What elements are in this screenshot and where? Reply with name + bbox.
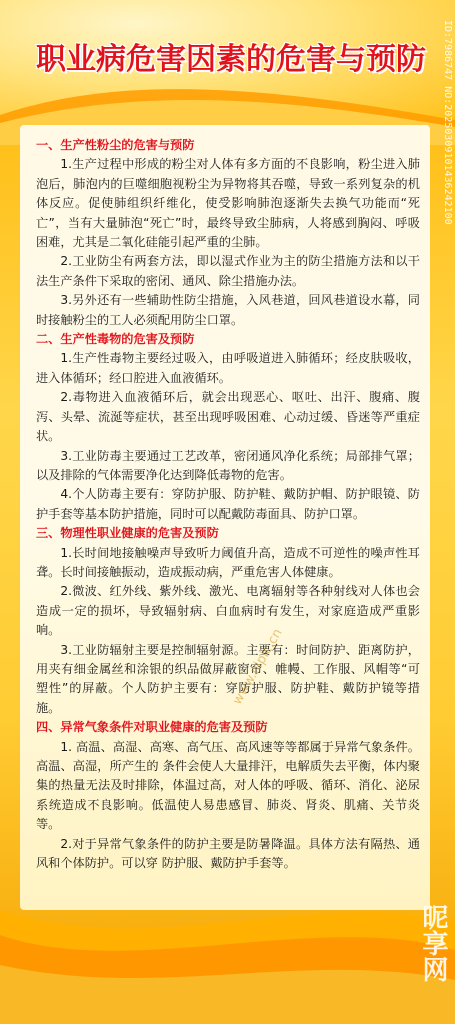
section-paragraph: 1.长时间地接触噪声导致听力阈值升高，造成不可逆性的噪声性耳聋。长时间接触振动，造成振动病，严重危害人体健康。	[36, 545, 420, 579]
page-title: 职业病危害因素的危害与预防	[36, 42, 426, 77]
content-body	[36, 136, 420, 873]
bottom-wave-decoration	[0, 880, 455, 1024]
site-logo-watermark: 昵享网	[418, 904, 448, 982]
section-paragraph: 2.工业防尘有两套方法，即以湿式作业为主的防尘措施方法和以干法生产条件下采取的密闭、通风、除尘措施办法。	[36, 254, 420, 288]
section-paragraph: 1.生产过程中形成的粉尘对人体有多方面的不良影响，粉尘进入肺泡后，肺泡内的巨噬细胞视粉尘为异物将其吞噬，导致一系列复杂的机体反应。促使肺组织纤维化，使受影响肺泡逐渐失去换气功能而“死亡”，当有大量肺泡“死亡”时，最终导致尘肺病，人将感到胸闷、呼吸困难，尤其是二氧化硅能引起严重的尘肺。	[36, 157, 420, 250]
section-paragraph: 1. 高温、高湿、高寒、高气压、高风速等等都属于异常气象条件。高温、高湿，所产生的 条件会使人大量排汗，电解质失去平衡，体内聚集的热量无法及时排除，体温过高，对人体的呼吸、循环、消化、泌尿系统造成不良影响。低温使人易患感冒、肺炎、肾炎、肌痛、关节炎等。	[36, 739, 420, 832]
section-paragraph: 3.另外还有一些辅助性防尘措施，入风巷道，回风巷道设水幕，同时接触粉尘的工人必须配用防尘口罩。	[36, 293, 420, 327]
section	[36, 136, 420, 330]
site-url-watermark: www.nipic.cn	[230, 626, 286, 708]
section	[36, 524, 420, 718]
section-paragraph: 2.微波、红外线、紫外线、激光、电离辐射等各种射线对人体也会造成一定的损坏，导致辐射病、白血病时有发生，对家庭造成严重影响。	[36, 584, 420, 638]
section-heading: 一、生产性粉尘的危害与预防	[36, 138, 195, 152]
image-id-watermark: ID:7986747 NO:20250309101436242100	[442, 20, 453, 225]
section-paragraph: 4.个人防毒主要有：穿防护服、防护鞋、戴防护帽、防护眼镜、防护手套等基本防护措施，同时可以配戴防毒面具、防护口罩。	[36, 487, 420, 521]
section-paragraph: 1.生产性毒物主要经过吸入，由呼吸道进入肺循环；经皮肤吸收，进入体循环；经口腔进入血液循环。	[36, 351, 420, 385]
section-heading: 四、异常气象条件对职业健康的危害及预防	[36, 720, 268, 735]
section-paragraph: 2.对于异常气象条件的防护主要是防暑降温。具体方法有隔热、通风和个体防护。可以穿 防护服、戴防护手套等。	[36, 836, 420, 871]
section	[36, 718, 420, 873]
section	[36, 330, 420, 524]
section-paragraph: 3.工业防辐射主要是控制辐射源。主要有：时间防护、距离防护，用夹有细金属丝和涂银的织品做屏蔽窗帘、帷幔、工作服、风帽等“可塑性”的屏蔽。个人防护主要有：穿防护服、防护鞋、戴防护镜等措施。	[36, 642, 420, 715]
section-paragraph: 3.工业防毒主要通过工艺改革，密闭通风净化系统；局部排气罩；以及排除的气体需要净化达到降低毒物的危害。	[36, 448, 420, 482]
section-heading: 三、物理性职业健康的危害及预防	[36, 526, 219, 541]
section-paragraph: 2.毒物进入血液循环后，就会出现恶心、呕吐、出汗、腹痛、腹泻、头晕、流涎等症状，甚至出现呼吸困难、心动过缓、昏迷等严重症状。	[36, 390, 420, 444]
section-heading: 二、生产性毒物的危害及预防	[36, 332, 195, 347]
